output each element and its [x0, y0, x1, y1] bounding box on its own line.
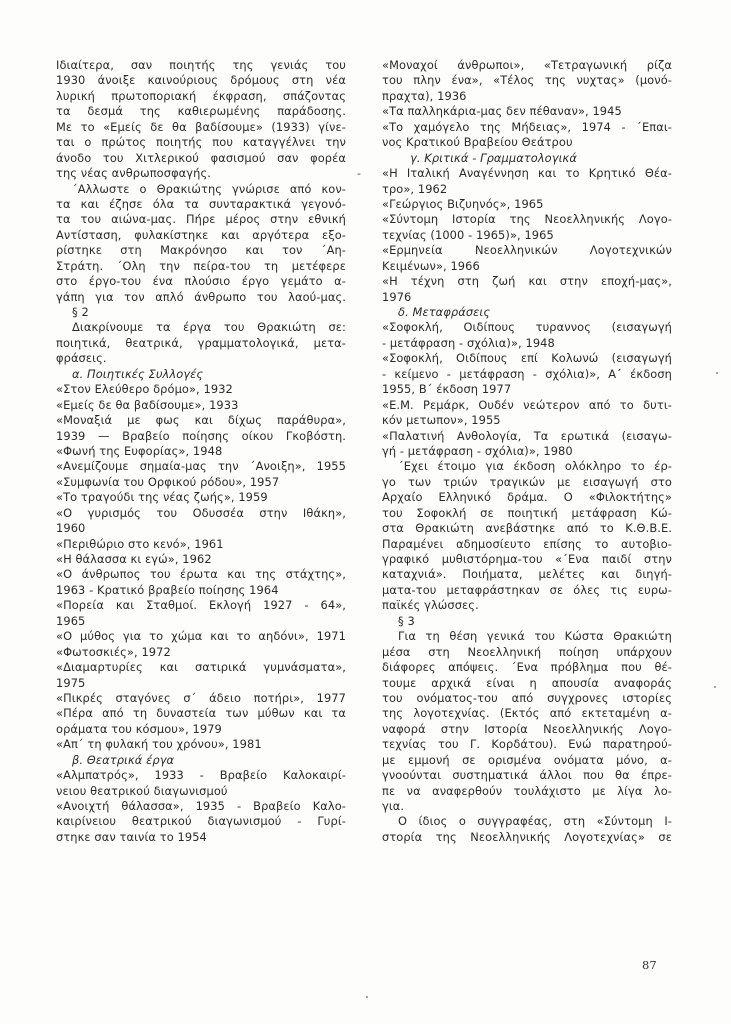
text-line: τεχνίας του Γ. Κορδάτου). Ενώ παρατηρού-: [382, 737, 672, 752]
scan-speck: [366, 996, 368, 998]
text-line: στορία της Νεοελληνικής Λογοτεχνίας» σε: [382, 829, 672, 844]
text-line: α. Ποιητικές Συλλογές: [72, 366, 204, 381]
margin-mark: -: [357, 167, 361, 180]
text-line: «Αλμπατρός», 1933 - Βραβείο Καλοκαιρί-: [56, 768, 346, 783]
text-line: γο των τριών τραγικών με εισαγωγή στο: [382, 474, 672, 489]
text-line: με εμμονή σε ορισμένα ονόματα μόνο, α-: [382, 752, 672, 767]
text-line: «Σοφοκλή, Οιδίπους τυραννος (εισαγωγή: [382, 320, 672, 335]
text-line: τα δεσμά της καθιερωμένης παράδοσης.: [56, 104, 346, 119]
text-line: «Διαμαρτυρίες και σατιρικά γυμνάσματα»,: [56, 660, 346, 675]
text-line: της λογοτεχνίας. (Εκτός από εκτεταμένη α-: [382, 706, 672, 721]
text-line: «Πορεία και Σταθμοί. Εκλογή 1927 - 64»,: [56, 598, 346, 613]
scan-speck: [716, 372, 718, 374]
text-line: «Η θάλασσα κι εγώ», 1962: [56, 552, 212, 566]
text-line: - κείμενο - μετάφραση - σχόλια)», Α΄ έκδοση: [382, 366, 672, 381]
text-line: διάφορες απόψεις. ΄Ενα πρόβλημα που θέ-: [382, 660, 672, 675]
text-line: «Απ΄ τη φυλακή του χρόνου», 1981: [56, 737, 262, 752]
text-line: καταχνιά». Ποιήματα, μελέτες και διηγή-: [382, 567, 672, 582]
text-line: για.: [382, 799, 405, 813]
text-line: ποιητικά, θεατρικά, γραμματολογικά, μετα-: [56, 335, 346, 350]
text-line: «Τα παλληκάρια-μας δεν πέθαναν», 1945: [382, 104, 622, 119]
scan-speck: [714, 686, 716, 688]
text-line: 1930 άνοιξε καινούριους δρόμους στη νέα: [56, 73, 346, 88]
text-line: τα και έζησε όλα τα συνταρακτικά γεγονό-: [56, 196, 346, 211]
text-line: τρο», 1962: [382, 181, 448, 196]
text-line: γ. Κριτικά - Γραμματολογικά: [410, 150, 577, 165]
text-line: «Σύντομη Ιστορία της Νεοελληνικής Λογο-: [382, 212, 672, 227]
text-line: «Πικρές σταγόνες σ΄ άδειο ποτήρι», 1977: [56, 690, 346, 705]
text-line: «Το τραγούδι της νέας ζωής», 1959: [56, 490, 268, 505]
text-line: 1965: [56, 613, 86, 628]
text-line: 1976: [382, 289, 412, 304]
text-line: «Παλατινή Ανθολογία, Τα ερωτικά (εισαγω-: [382, 428, 672, 443]
text-line: 1963 - Κρατικό βραβείο ποίησης 1964: [56, 582, 279, 597]
text-line: στο έργο-του ένα πλούσιο έργο γεμάτο α-: [56, 274, 346, 289]
text-line: μέσα στη Νεοελληνική ποίηση υπάρχουν: [382, 644, 672, 659]
text-line: ΄Αλλωστε ο Θρακιώτης γνώρισε από κον-: [72, 181, 346, 196]
text-line: στα Θρακιώτη ανεβάστηκε από το Κ.Θ.Β.Ε.: [382, 521, 672, 536]
text-line: «Συμφωνία του Ορφικού ρόδου», 1957: [56, 474, 280, 489]
text-line: 1975: [56, 675, 86, 690]
text-line: «Μοναξιά με φως και δίχως παράθυρα»,: [56, 413, 346, 428]
text-line: § 2: [72, 305, 89, 319]
text-line: του πλην ένα», «Τέλος της νυχτας» (μονό-: [382, 73, 672, 88]
text-line: «Πέρα από τη δυναστεία των μύθων και τα: [56, 706, 346, 721]
text-line: Διακρίνουμε τα έργα του Θρακιώτη σε:: [72, 320, 346, 335]
text-line: Κειμένων», 1966: [382, 258, 480, 273]
text-line: οράματα του κόσμου», 1979: [56, 721, 222, 736]
text-line: γάπη για τον απλό άνθρωπο του λαού-μας.: [56, 289, 346, 304]
text-line: τουμε αρχικά είναι η απουσία αναφοράς: [382, 675, 672, 690]
text-line: Αρχαίο Ελληνικό δράμα. Ο «Φιλοκτήτης»: [382, 490, 672, 505]
text-line: «Ανεμίζουμε σημαία-μας την ΄Ανοιξη», 1955: [56, 459, 346, 474]
text-line: Ιδιαίτερα, σαν ποιητής της γενιάς του: [56, 58, 346, 72]
text-line: Στράτη. ΄Ολη την πείρα-του τη μετέφερε: [56, 258, 346, 273]
text-line: γραφικό μυθιστόρημα-του «΄Ενα παιδί στην: [382, 552, 672, 566]
text-line: «Φωνή της Ευφορίας», 1948: [56, 443, 223, 458]
text-line: 1960: [56, 521, 86, 536]
text-line: της νέας ανθρωποσφαγής.: [56, 166, 211, 181]
text-line: ΄Εχει έτοιμο για έκδοση ολόκληρο το έρ-: [398, 459, 672, 474]
text-line: «Ερμηνεία Νεοελληνικών Λογοτεχνικών: [382, 243, 672, 258]
text-line: «Στον Ελεύθερο δρόμο», 1932: [56, 382, 233, 397]
text-line: ναφορά στην Ιστορία Νεοελληνικής Λογο-: [382, 721, 672, 736]
text-line: «Ο άνθρωπος του έρωτα και της στάχτης»,: [56, 567, 346, 582]
text-line: Με το «Εμείς δε θα βαδίσουμε» (1933) γίνε-: [56, 119, 346, 134]
text-line: ται ο πρώτος ποιητής που καταγγέλνει την: [56, 135, 346, 150]
text-line: «Το χαμόγελο της Μήδειας», 1974 - ΄Επαι-: [382, 119, 672, 134]
text-line: § 3: [398, 613, 415, 628]
text-line: «Εμείς δε θα βαδίσουμε», 1933: [56, 397, 239, 412]
text-line: πε να αναφερθούν τουλάχιστο με λίγα λο-: [382, 783, 672, 798]
text-line: «Σοφοκλή, Οιδίπους επί Κολωνώ (εισαγωγή: [382, 351, 672, 366]
text-line: «Η τέχνη στη ζωή και στην εποχή-μας»,: [382, 274, 672, 289]
text-line: άνοδο του Χιτλερικού φασισμού σαν φορέα: [56, 150, 346, 165]
text-line: στηκε σαν ταινία το 1954: [56, 829, 207, 844]
text-line: καιρίνειου θεατρικού διαγωνισμού - Γυρί-: [56, 814, 346, 829]
text-line: Αντίσταση, φυλακίστηκε και αργότερα εξο-: [56, 227, 346, 242]
right-text-column: [382, 58, 672, 845]
text-line: 1955, Β΄ έκδοση 1977: [382, 382, 512, 397]
text-line: λυρική πρωτοποριακή έκφραση, σπάζοντας: [56, 88, 346, 103]
text-line: νειου θεατρικού διαγωνισμού: [56, 783, 228, 798]
text-line: ματα-του μεταφράστηκαν σε όλες τις ευρω-: [382, 582, 672, 597]
text-line: «Η Ιταλική Αναγέννηση και το Κρητικό Θέα-: [382, 166, 672, 181]
text-line: «Ο μύθος για το χώμα και το αηδόνι», 1971: [56, 629, 346, 644]
text-line: γή - μετάφραση - σχόλια)», 1980: [382, 443, 573, 458]
left-text-column: [56, 58, 346, 845]
text-line: «Φωτοσκιές», 1972: [56, 644, 171, 659]
text-line: πραχτα), 1936: [382, 88, 467, 103]
text-line: - μετάφραση - σχόλια)», 1948: [382, 335, 555, 350]
text-line: τα του αιώνα-μας. Πήρε μέρος στην εθνική: [56, 212, 346, 227]
text-line: του ονόματος-του από συγχρονες ιστορίες: [382, 690, 672, 705]
text-line: φράσεις.: [56, 351, 107, 366]
text-line: «Ε.Μ. Ρεμάρκ, Ουδέν νεώτερον από το δυτι-: [382, 397, 672, 412]
text-line: δ. Μεταφράσεις: [398, 305, 491, 319]
text-line: Παραμένει αδημοσίευτο επίσης το αυτοβιο-: [382, 536, 672, 551]
text-line: «Γεώργιος Βιζυηνός», 1965: [382, 196, 544, 211]
text-line: γνοούνται συστηματικά άλλοι που θα έπρε-: [382, 768, 672, 783]
text-line: β. Θεατρικά έργα: [72, 752, 175, 767]
text-line: Για τη θέση γενικά του Κώστα Θρακιώτη: [398, 629, 672, 644]
text-line: παϊκές γλώσσες.: [382, 598, 479, 613]
text-line: «Ο γυρισμός του Οδυσσέα στην Ιθάκη»,: [56, 505, 346, 520]
text-line: του Σοφοκλή σε ποιητική μετάφραση Κώ-: [382, 505, 672, 520]
text-line: «Ανοιχτή θάλασσα», 1935 - Βραβείο Καλο-: [56, 799, 346, 813]
text-line: «Μοναχοί άνθρωποι», «Τετραγωνική ρίζα: [382, 58, 672, 72]
page-number: 87: [642, 958, 657, 972]
text-line: ρίστηκε στη Μακρόνησο και τον ΄Αη-: [56, 243, 346, 258]
text-line: 1939 — Βραβείο ποίησης οίκου Γκοβόστη.: [56, 428, 346, 443]
text-line: κόν μετωπον», 1955: [382, 413, 501, 428]
text-line: τεχνίας (1000 - 1965)», 1965: [382, 227, 554, 242]
text-line: νος Κρατικού Βραβείου Θεάτρου: [382, 135, 573, 150]
text-line: Ο ίδιος ο συγγραφέας, στη «Σύντομη Ι-: [398, 814, 672, 829]
text-line: «Περιθώριο στο κενό», 1961: [56, 536, 224, 551]
